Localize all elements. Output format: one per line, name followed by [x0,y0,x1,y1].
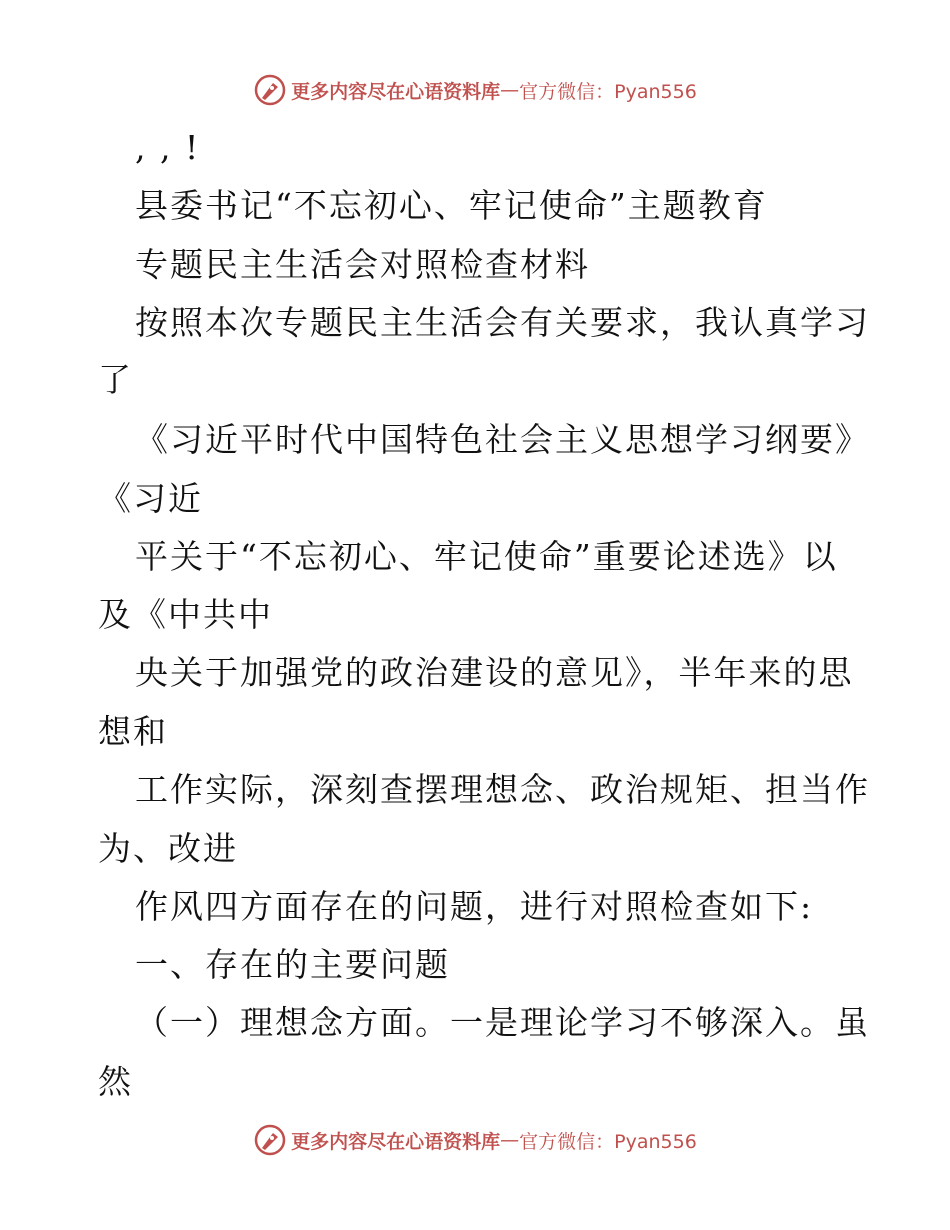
text-line-8: 平关于“不忘初心、牢记使命”重要论述选》以 [135,537,838,576]
text-line-7: 《习近 [98,479,203,518]
footer-watermark [0,1120,950,1160]
text-line-9: 及《中共中 [98,595,273,634]
watermark-separator: — [500,79,520,101]
watermark-separator: — [500,1129,520,1151]
text-line-1: , , ! [135,128,201,167]
text-line-13: 为、改进 [98,829,238,868]
section-heading: 一、存在的主要问题 [135,945,450,984]
text-line-11: 想和 [98,712,168,751]
text-line-5: 了 [98,360,133,399]
watermark-contact-text: 官方微信：Pyan556 [519,80,697,103]
pen-nib-logo-icon [253,1123,287,1157]
watermark-contact-text: 官方微信：Pyan556 [519,1130,697,1153]
watermark-brand-text: 更多内容尽在心语资料库 [291,80,501,103]
pen-nib-logo-icon [253,73,287,107]
text-line-14: 作风四方面存在的问题，进行对照检查如下: [135,887,814,926]
text-line-6: 《习近平时代中国特色社会主义思想学习纲要》 [135,420,870,459]
header-watermark [0,70,950,110]
text-line-4: 按照本次专题民主生活会有关要求，我认真学习 [135,303,870,342]
text-line-17: 然 [98,1062,133,1101]
document-title: 县委书记“不忘初心、牢记使命”主题教育 [135,186,768,225]
document-subtitle: 专题民主生活会对照检查材料 [135,245,590,284]
text-line-16: （一）理想念方面。一是理论学习不够深入。虽 [135,1003,870,1042]
text-line-12: 工作实际，深刻查摆理想念、政治规矩、担当作 [135,770,870,809]
text-line-10: 央关于加强党的政治建设的意见》，半年来的思 [135,653,854,692]
watermark-brand-text: 更多内容尽在心语资料库 [291,1130,501,1153]
